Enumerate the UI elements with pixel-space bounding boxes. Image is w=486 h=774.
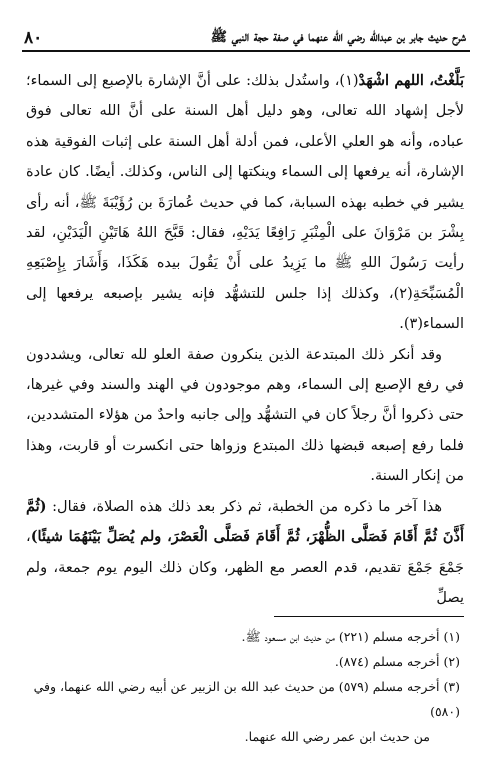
text-run: هذا آخر ما ذكره من الخطبة، ثم ذكر بعد ذلك هذه الصلاة، فقال: <box>46 498 442 515</box>
paragraph-3 <box>26 492 464 614</box>
main-text <box>26 66 464 613</box>
footnote-text: أخرجه مسلم (٢٢١) من حديث ابن مسعود ﷺ. <box>241 629 440 644</box>
footnote-number: (٢) <box>443 654 460 669</box>
paragraph-1 <box>26 66 464 340</box>
header-rule <box>22 50 470 52</box>
running-header <box>24 18 466 48</box>
header-title: شرح حديث جابر بن عبدالله رضي الله عنهما في صفة حجة النبي ﷺ <box>210 29 466 45</box>
paragraph-2: وقد أنكر ذلك المبتدعة الذين ينكرون صفة العلو لله تعالى، ويشددون في رفع الإصبع إلى السماء، وهم موجودون في الهند والسند وفي غيرها، حتى ذكروا أنَّ رجلاً كان في التشهُّد وإلى جانبه واحدٌ من هؤلاء المتشددين، فلما رفع إصبعه قبضها ذلك المبتدع وزواها حتى انكسرت أو قاربت، وهذا من إنكار السنة. <box>26 346 464 485</box>
footnote-3 <box>30 674 460 724</box>
footnote-number: (١) <box>443 629 460 644</box>
footnote-text: أخرجه مسلم (٥٧٩) من حديث عبد الله بن الزبير عن أبيه رضي الله عنهما، وفي (٥٨٠) <box>33 679 460 719</box>
footnote-number: (٣) <box>443 679 460 694</box>
text-run: (١)، واستُدل بذلك: على أنَّ الإشارة بالإصبع إلى السماء؛ لأجل إشهاد الله تعالى، وهو دليل أهل السنة على أنَّ الله تعالى فوق عباده، وأنه هو العلي الأعلى، فمن أدلة أهل السنة على إثبات الفوقية هذه الإشارة، أنه يرفعها إلى السماء وينكتها إلى الناس، وكذلك. أيضًا. كان عادة يشير في خطبه بهذه السبابة، كما في حديث عُمارَةَ بن رُؤَيْبَةَ ﷺ، أنه رأى بِشْرَ بن مَرْوَانَ على الْمِنْبَرِ رَافِعًا يَدَيْهِ، فقال: قَبَّحَ اللهُ هَاتَيْنِ الْيَدَيْنِ، لقد رأيت رَسُولَ اللهِ ﷺ ما يَزِيدُ على أَنْ يَقُولَ بيده هَكَذَا، وَأَشَارَ بِإِصْبَعِهِ الْمُسَبِّحَةِ(٢)، وكذلك إذا جلس للتشهُّد فإنه يشير بإصبعه يرفعها إلى السماء(٣). <box>26 73 464 333</box>
footnote-1 <box>30 624 460 649</box>
hadith-quote: (ثُمَّ أَذَّنَ ثُمَّ أَقَامَ فَصَلَّى الظُّهْرَ، ثُمَّ أَقَامَ فَصَلَّى الْعَصْرَ، ولم يُصَلِّ بَيْنَهُمَا شيئًا) <box>26 497 464 546</box>
footnotes <box>30 624 460 749</box>
page-number: ٨٠ <box>24 28 43 48</box>
footnote-2 <box>30 649 460 674</box>
text-run: بَلَّغْتُ، اللهم اشْهَدْ <box>358 72 464 89</box>
footnote-3-continuation: من حديث ابن عمر رضي الله عنهما. <box>244 729 430 744</box>
footnote-text: أخرجه مسلم (٨٧٤). <box>334 654 440 669</box>
footnote-rule <box>274 616 464 617</box>
text-run: ، جَمْعَ جَمْعَ تقديم، قدم العصر مع الظهر، وكان ذلك اليوم يوم جمعة، ولم يصلِّ <box>26 529 464 606</box>
